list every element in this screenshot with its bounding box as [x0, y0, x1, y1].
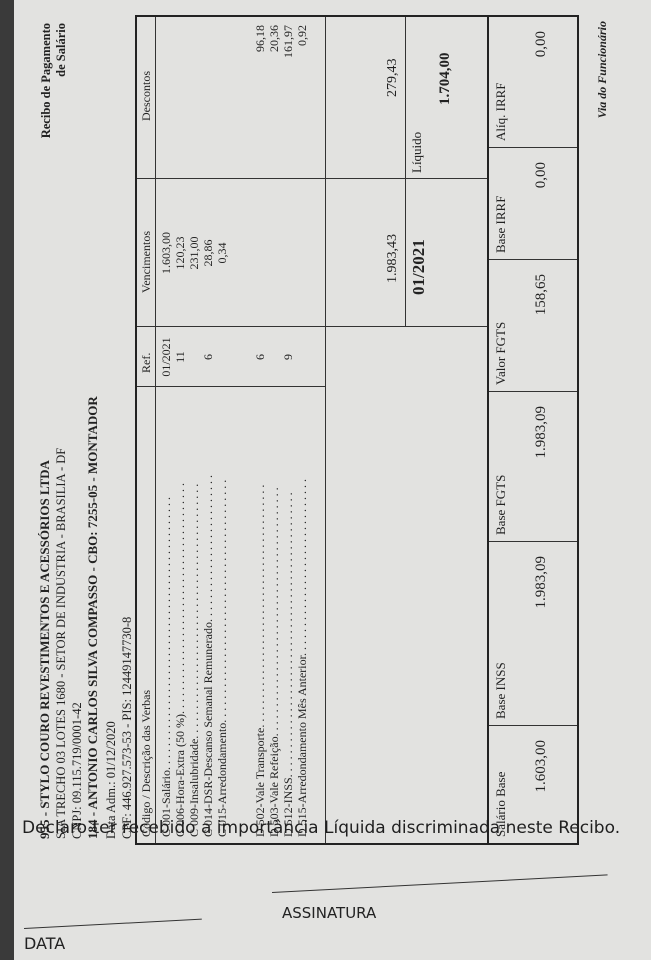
- base-cell: [489, 259, 577, 391]
- header-divider: [155, 17, 156, 843]
- payslip-table: [135, 15, 489, 845]
- company-cnpj: CNPJ: 09.115.719/0001-42: [70, 702, 84, 839]
- employee-name: 184 - ANTONIO CARLOS SILVA COMPASSO - CBO: 7255-05 - MONTADOR: [85, 396, 100, 839]
- base-cell: [489, 17, 577, 147]
- row-ref: 9: [281, 354, 295, 360]
- base-label: Base IRRF: [493, 195, 508, 253]
- company-address: SIA TRECHO 03 LOTES 1680 - SETOR DE INDUSTRIA - BRASILIA - DF: [54, 447, 68, 839]
- col-divider: [137, 326, 487, 327]
- row-description: D 515-Arredondamento Mês Anterior. . . . . . . . . . . . . . . . . . . . . . . . . . . . . .: [295, 479, 309, 837]
- row-description: C 014-DSR-Descanso Semanal Remunerado. . . . . . . . . . . . . . . . . . . . . . . . .: [201, 475, 215, 837]
- base-value: 1.983,09: [533, 556, 549, 609]
- pay-period: 01/2021: [409, 239, 428, 295]
- row-earnings: 120,23: [173, 236, 187, 270]
- row-deductions: 0,92: [295, 25, 309, 46]
- net-value: 1.704,00: [437, 52, 453, 105]
- row-deductions: 96,18: [253, 25, 267, 52]
- row-description: C 015-Arredondamento. . . . . . . . . . . . . . . . . . . . . . . . . . . . . . . . . . . . . . . . .: [215, 479, 229, 837]
- col-divider: [137, 386, 325, 387]
- row-description: D 502-Vale Transporte. . . . . . . . . . . . . . . . . . . . . . . . . . . . . . . . . . . . . . . . .: [253, 484, 267, 837]
- row-earnings: 0,34: [215, 242, 229, 264]
- net-label: Líquido: [409, 131, 424, 173]
- base-label: Valor FGTS: [493, 321, 508, 385]
- totals-divider: [405, 17, 406, 327]
- employee-cpf-pis: CPF: 446.927.573-53 - PIS: 12449147730-8: [120, 616, 134, 839]
- company-name: 955 - STYLO COURO REVESTIMENTOS E ACESSÓRIOS LTDA: [37, 460, 52, 839]
- signature-label: ASSINATURA: [282, 904, 377, 922]
- col-divider: [137, 178, 487, 179]
- row-ref: 6: [201, 354, 215, 360]
- base-cell: [489, 541, 577, 725]
- admission-date: Data Adm.: 01/12/2020: [104, 721, 118, 839]
- header-earnings: Vencimentos: [139, 231, 153, 293]
- row-earnings: 231,00: [187, 236, 201, 270]
- base-value: 0,00: [533, 162, 549, 189]
- body-divider: [325, 17, 326, 843]
- base-value: 0,00: [533, 31, 549, 58]
- document-title-line-2: de Salário: [54, 23, 68, 77]
- document-title: [39, 23, 69, 138]
- row-description: C 001-Salário. . . . . . . . . . . . . . . . . . . . . . . . . . . . . . . . . . . . . . . . . . . . . .: [159, 497, 173, 837]
- row-ref: 6: [253, 354, 267, 360]
- row-description: D 512-INSS. . . . . . . . . . . . . . . . . . . . . . . . . . . . . . . . . . . . . . . . . . . . . . . .: [281, 492, 295, 837]
- payslip-header: [35, 15, 135, 845]
- copy-designation: Via do Funcionário: [595, 21, 609, 119]
- base-label: Alíq. IRRF: [493, 82, 508, 141]
- date-label: DATA: [24, 934, 66, 953]
- row-earnings: 1.603,00: [159, 232, 173, 274]
- base-label: Base FGTS: [493, 474, 508, 535]
- header-deductions: Descontos: [139, 71, 153, 121]
- row-deductions: 161,97: [281, 25, 295, 58]
- row-description: C 006-Hora-Extra (50 %). . . . . . . . . . . . . . . . . . . . . . . . . . . . . . . . . . . . . . .: [173, 483, 187, 837]
- receipt-declaration: Declaro ter recebido a importância Líquida discriminada neste Recibo.: [22, 818, 621, 838]
- row-earnings: 28,86: [201, 239, 215, 267]
- bases-row: [489, 15, 579, 845]
- row-deductions: 20,36: [267, 25, 281, 52]
- base-cell: [489, 391, 577, 541]
- base-value: 1.983,09: [533, 406, 549, 459]
- header-code-desc: Código / Descrição das Verbas: [139, 689, 153, 837]
- total-earnings: 1.983,43: [385, 234, 400, 283]
- document-title-line-1: Recibo de Pagamento: [39, 23, 53, 139]
- row-ref: 01/2021: [159, 337, 173, 377]
- payslip: [35, 15, 615, 845]
- background-edge: [0, 0, 14, 960]
- header-ref: Ref.: [139, 352, 153, 373]
- row-description: D 503-Vale Refeição. . . . . . . . . . . . . . . . . . . . . . . . . . . . . . . . . . . . . . . . . .: [267, 487, 281, 837]
- base-value: 158,65: [533, 274, 549, 316]
- row-description: C 009-Insalubridade. . . . . . . . . . . . . . . . . . . . . . . . . . . . . . . . . . . . . . . . . . .: [187, 483, 201, 837]
- total-deductions: 279,43: [385, 58, 400, 97]
- row-ref: 11: [173, 351, 187, 363]
- base-label: Salário Base: [493, 771, 508, 837]
- base-label: Base INSS: [493, 662, 508, 719]
- base-value: 1.603,00: [533, 740, 549, 793]
- base-cell: [489, 147, 577, 259]
